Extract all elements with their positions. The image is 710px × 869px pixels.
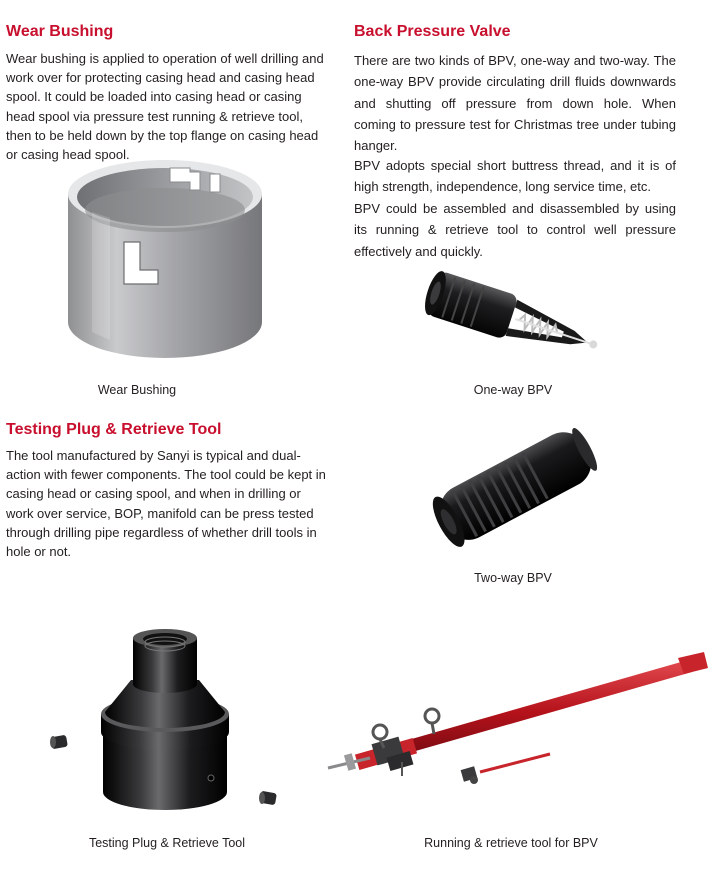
- testing-plug-caption: Testing Plug & Retrieve Tool: [88, 836, 246, 850]
- one-way-bpv-image: [415, 268, 615, 373]
- running-retrieve-tool-caption: Running & retrieve tool for BPV: [424, 836, 598, 850]
- bpv-paragraph-2: BPV adopts special short buttress thread, and it is of high strength, independence, long service time, etc.: [354, 158, 676, 195]
- two-way-bpv-image: [418, 415, 610, 557]
- wear-bushing-image: [62, 152, 268, 362]
- two-way-bpv-caption: Two-way BPV: [474, 571, 552, 585]
- wear-bushing-caption: Wear Bushing: [97, 383, 177, 397]
- bpv-paragraph-3: BPV could be assembled and disassembled by using its running & retrieve tool to control well pressure effectively and quickly.: [354, 201, 676, 259]
- bpv-heading: Back Pressure Valve: [354, 23, 511, 40]
- running-retrieve-tool-image: [326, 650, 710, 790]
- testing-plug-description: The tool manufactured by Sanyi is typical and dual-action with fewer components. The tool could be kept in casing head or casing spool, and when in drilling or work over service, BOP, manifold can be press tested through drilling pipe regardless of whether drill tools in hole or not.: [6, 448, 326, 560]
- wear-bushing-heading: Wear Bushing: [6, 23, 114, 40]
- one-way-bpv-caption: One-way BPV: [473, 383, 553, 397]
- wear-bushing-description: Wear bushing is applied to operation of well drilling and work over for protecting casing head and casing head spool. It could be loaded into casing head or casing head spool via pressure test running & retrieve tool, then to be held down by the top flange on casing head or casing head spool.: [6, 51, 324, 163]
- bpv-paragraph-1: There are two kinds of BPV, one-way and two-way. The one-way BPV provide circulating drill fluids downwards and shutting off pressure from down hole. When coming to pressure test for Christmas tree under tubing hanger.: [354, 53, 676, 154]
- testing-plug-image: [45, 620, 285, 815]
- testing-plug-heading: Testing Plug & Retrieve Tool: [6, 421, 222, 438]
